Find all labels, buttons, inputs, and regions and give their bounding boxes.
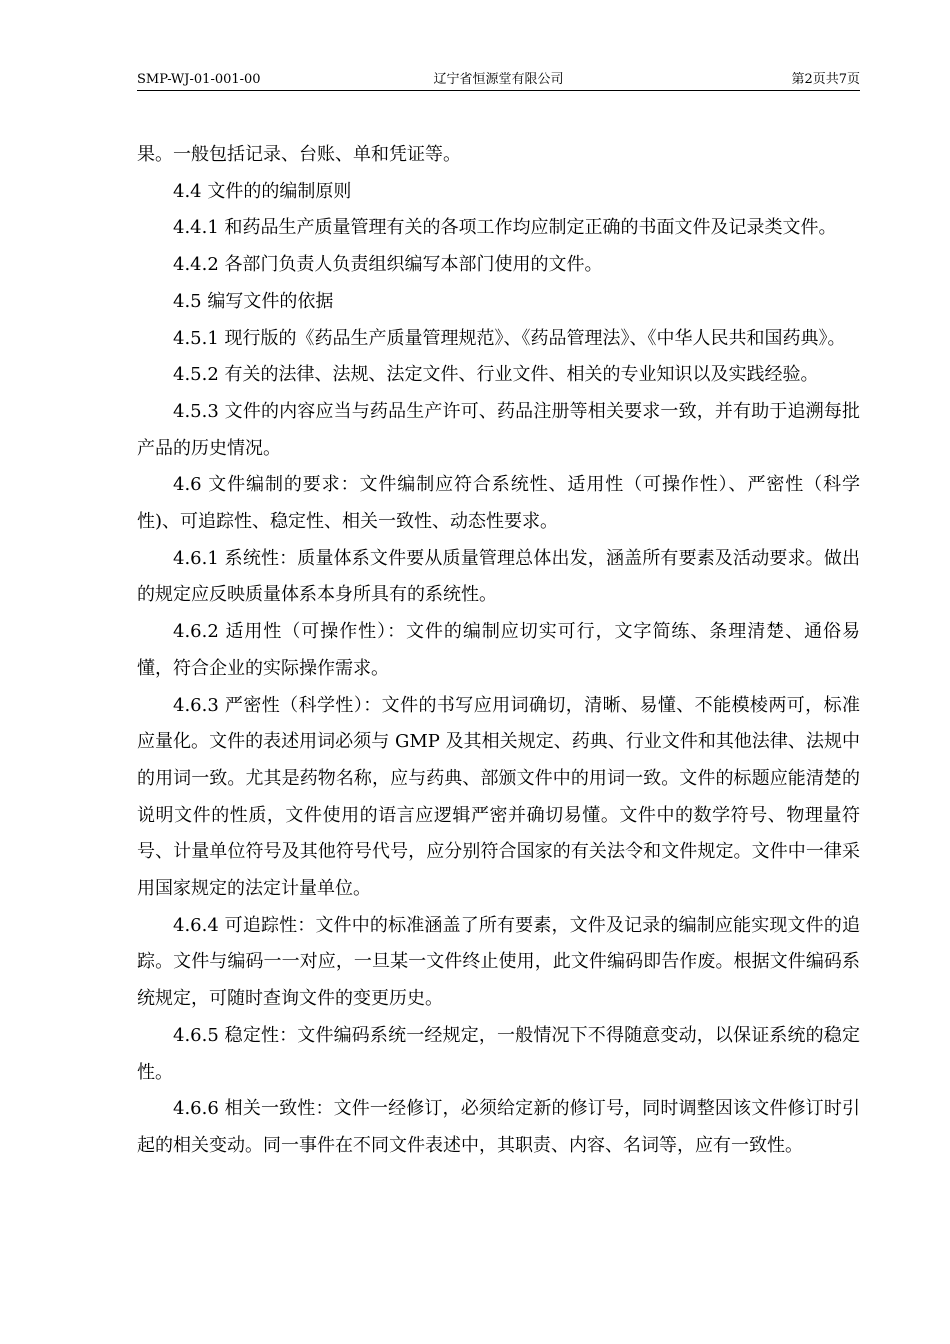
paragraph: 4.5.3 文件的内容应当与药品生产许可、药品注册等相关要求一致，并有助于追溯每批产品的历史情况。	[137, 400, 860, 459]
paragraph: 4.6.6 相关一致性：文件一经修订，必须给定新的修订号，同时调整因该文件修订时引起的相关变动。同一事件在不同文件表述中，其职责、内容、名词等，应有一致性。	[137, 1098, 860, 1156]
paragraph: 4.4.1 和药品生产质量管理有关的各项工作均应制定正确的书面文件及记录类文件。	[173, 217, 837, 239]
section-heading: 4.5 编写文件的依据	[173, 290, 334, 312]
paragraph: 4.5.2 有关的法律、法规、法定文件、行业文件、相关的专业知识以及实践经验。	[173, 364, 819, 386]
page-number: 第2页共7页	[791, 72, 860, 87]
page-header	[137, 70, 860, 91]
paragraph: 4.6.3 严密性（科学性）：文件的书写应用词确切，清晰、易懂、不能模棱两可，标准应量化。文件的表述用词必须与 GMP 及其相关规定、药典、行业文件和其他法律、法规中的用词一致。尤其是药物名称，应与药典、部颁文件中的用词一致。文件的标题应能清楚的说明文件的性质，文件使用的语言应逻辑严密并确切易懂。文件中的数学符号、物理量符号、计量单位符号及其他符号代号，应分别符合国家的有关法令和文件规定。文件中一律采用国家规定的法定计量单位。	[137, 694, 860, 900]
company-name: 辽宁省恒源堂有限公司	[433, 72, 564, 87]
paragraph: 4.6.4 可追踪性：文件中的标准涵盖了所有要素，文件及记录的编制应能实现文件的追踪。文件与编码一一对应，一旦某一文件终止使用，此文件编码即告作废。根据文件编码系统规定，可随时查询文件的变更历史。	[137, 914, 860, 1010]
paragraph: 4.6.1 系统性：质量体系文件要从质量管理总体出发，涵盖所有要素及活动要求。做出的规定应反映质量体系本身所具有的系统性。	[137, 547, 860, 606]
paragraph: 4.6.2 适用性（可操作性）：文件的编制应切实可行，文字简练、条理清楚、通俗易懂，符合企业的实际操作需求。	[137, 621, 860, 679]
paragraph: 4.5.1 现行版的《药品生产质量管理规范》、《药品管理法》、《中华人民共和国药典》。	[173, 327, 846, 349]
paragraph: 果。一般包括记录、台账、单和凭证等。	[137, 144, 461, 165]
document-code: SMP-WJ-01-001-00	[137, 72, 261, 87]
paragraph: 4.6 文件编制的要求：文件编制应符合系统性、适用性（可操作性）、严密性（科学性)、可追踪性、稳定性、相关一致性、动态性要求。	[137, 474, 860, 533]
paragraph: 4.4.2 各部门负责人负责组织编写本部门使用的文件。	[173, 254, 603, 276]
section-heading: 4.4 文件的的编制原则	[173, 180, 352, 202]
paragraph: 4.6.5 稳定性：文件编码系统一经规定，一般情况下不得随意变动，以保证系统的稳定性。	[137, 1024, 860, 1083]
document-body	[137, 137, 860, 1165]
